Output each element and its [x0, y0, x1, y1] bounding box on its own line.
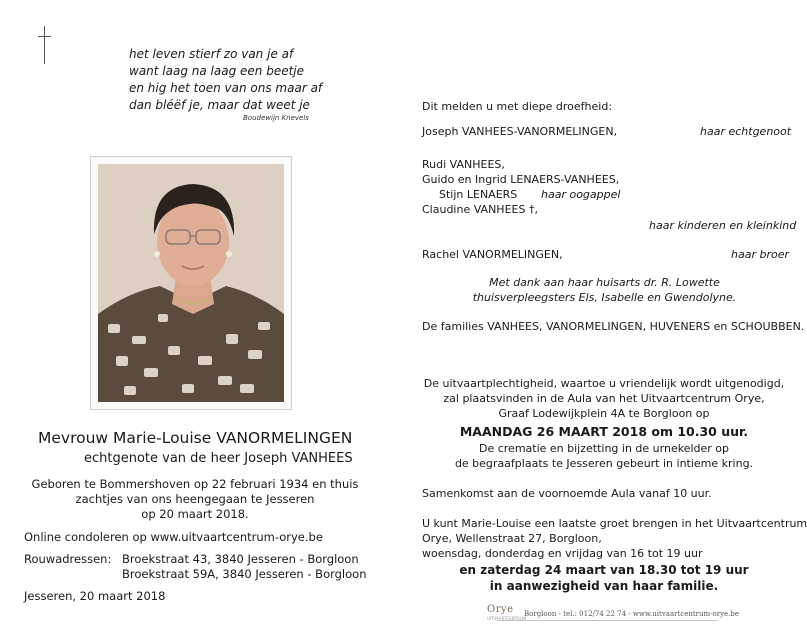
funeral-line: zal plaatsvinden in de Aula van het Uitvaartcentrum Orye,	[443, 392, 765, 405]
funeral-line: Graaf Lodewijkplein 4A te Borgloon op	[498, 407, 710, 420]
condolence-link-text: Online condoleren op www.uitvaartcentrum-orye.be	[24, 530, 323, 544]
poem-line: want laag na laag een beetje	[129, 64, 305, 78]
child-name: Guido en Ingrid LENAERS-VANHEES,	[422, 173, 620, 186]
portrait-frame	[90, 156, 292, 410]
spouse-line: echtgenote van de heer Joseph VANHEES	[84, 451, 353, 466]
farewell-bold-line: en zaterdag 24 maart van 18.30 tot 19 uur	[459, 563, 749, 577]
poem-line: en hig het toen van ons maar af	[129, 81, 323, 95]
husband-role: haar echtgenoot	[700, 125, 792, 138]
address-line: Broekstraat 59A, 3840 Jesseren - Borgloon	[122, 567, 367, 581]
husband-name: Joseph VANHEES-VANORMELINGEN,	[422, 125, 618, 138]
brother-name: Rachel VANORMELINGEN,	[422, 248, 563, 261]
farewell-line: Orye, Wellenstraat 27, Borgloon,	[422, 532, 602, 545]
gathering-line: Samenkomst aan de voornoemde Aula vanaf 10 uur.	[422, 487, 712, 500]
thanks-line: Met dank aan haar huisarts dr. R. Lowette	[489, 276, 720, 289]
farewell-bold-line: in aanwezigheid van haar familie.	[489, 579, 719, 593]
address-line: Broekstraat 43, 3840 Jesseren - Borgloon	[122, 552, 359, 566]
farewell-line: U kunt Marie-Louise een laatste groet brengen in het Uitvaartcentrum	[422, 517, 807, 530]
thanks-line: thuisverpleegsters Els, Isabelle en Gwendolyne.	[472, 291, 737, 304]
funeral-home-logo-sub: UITVAARTCENTRUM	[487, 616, 527, 621]
cross-icon	[34, 26, 56, 64]
grandchild-note: haar oogappel	[541, 188, 621, 201]
grandchild-name: Stijn LENAERS	[439, 188, 518, 201]
families-line: De families VANHEES, VANORMELINGEN, HUVENERS en SCHOUBBEN.	[422, 320, 805, 333]
child-name: Claudine VANHEES †,	[422, 203, 538, 216]
poem-line: dan bléëf je, maar dat weet je	[129, 98, 310, 112]
addresses-label: Rouwadressen:	[24, 552, 112, 566]
bio-line: zachtjes van ons heengegaan te Jesseren	[75, 492, 315, 506]
brother-role: haar broer	[731, 248, 789, 261]
cremation-line: de begraafplaats te Jesseren gebeurt in intieme kring.	[454, 457, 754, 470]
deceased-name: Mevrouw Marie-Louise VANORMELINGEN	[38, 429, 353, 447]
child-name: Rudi VANHEES,	[422, 158, 505, 171]
poem-line: het leven stierf zo van je af	[129, 47, 294, 61]
cremation-line: De crematie en bijzetting in de urnekelder op	[478, 442, 730, 455]
birth-death-text	[20, 477, 370, 522]
bio-line: Geboren te Bommershoven op 22 februari 1934 en thuis	[31, 477, 359, 491]
poem	[129, 46, 322, 114]
funeral-line: De uitvaartplechtigheid, waartoe u vriendelijk wordt uitgenodigd,	[423, 377, 785, 390]
portrait-photo	[98, 164, 284, 402]
footer-divider	[497, 620, 717, 621]
place-date: Jesseren, 20 maart 2018	[24, 589, 166, 603]
announcement-intro: Dit melden u met diepe droefheid:	[422, 100, 613, 113]
farewell-line: woensdag, donderdag en vrijdag van 16 tot 19 uur	[422, 547, 703, 560]
poem-author: Boudewijn Knevels	[243, 114, 309, 122]
funeral-date-time: MAANDAG 26 MAART 2018 om 10.30 uur.	[459, 424, 749, 439]
funeral-home-logo: Orye	[487, 604, 514, 615]
footer-contact: Borgloon - tel.: 012/74 22 74 - www.uitvaartcentrum-orye.be	[524, 610, 740, 618]
children-role: haar kinderen en kleinkind	[649, 219, 797, 232]
bio-line: op 20 maart 2018.	[141, 507, 249, 521]
